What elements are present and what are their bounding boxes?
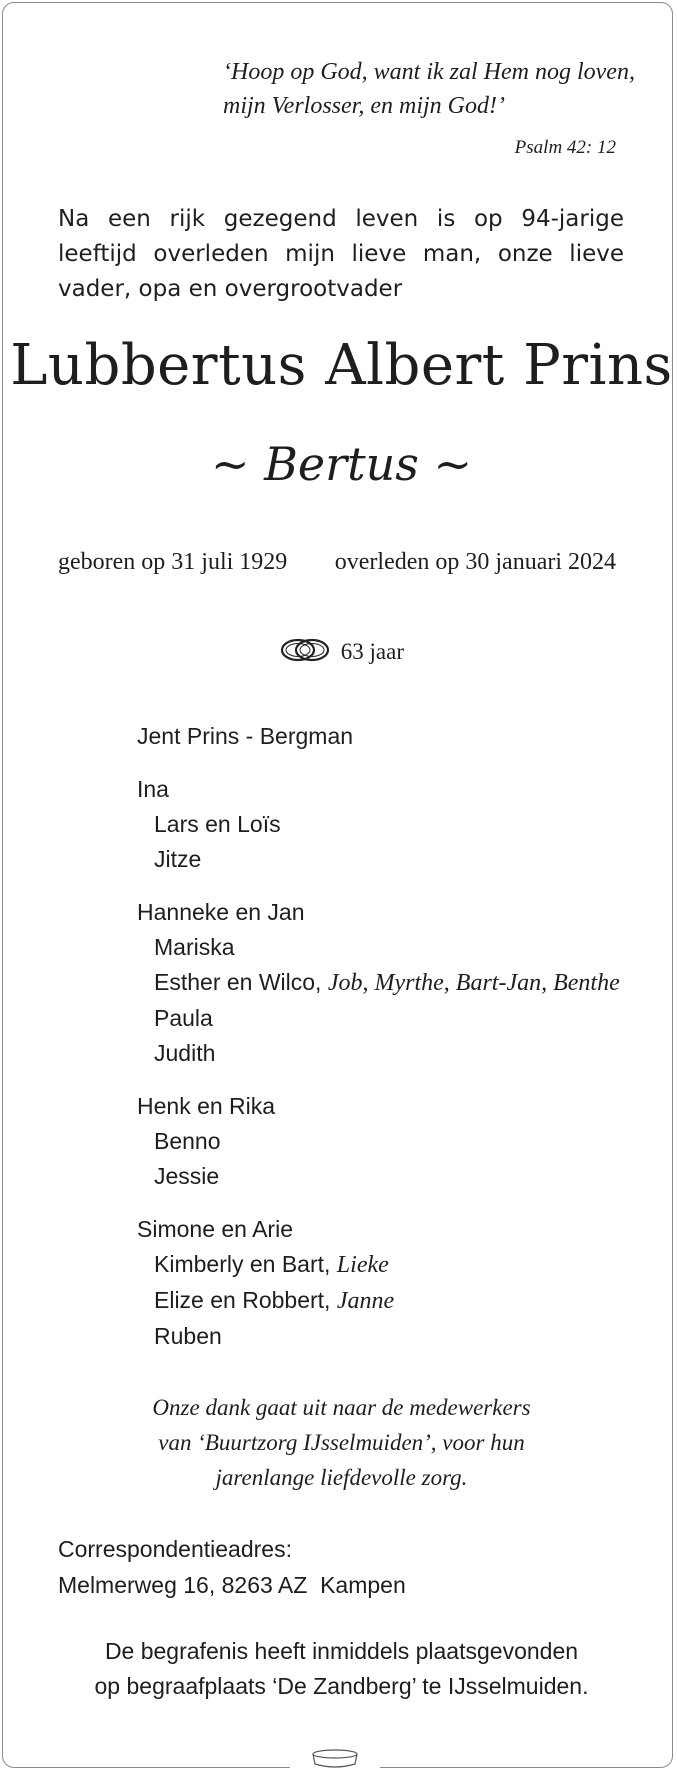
grandchild: Lars en Loïs (154, 811, 281, 837)
funeral-notice (3, 1634, 677, 1704)
grandchild: Elize en Robbert, Janne (154, 1287, 395, 1314)
family-group (137, 1212, 620, 1354)
address-value: Melmerweg 16, 8263 AZ Kampen (58, 1572, 406, 1598)
group-head: Hanneke en Jan (137, 899, 305, 925)
grandchild: Ruben (154, 1323, 222, 1349)
grandchild: Paula (154, 1005, 213, 1031)
grandchild: Kimberly en Bart, Lieke (154, 1251, 389, 1278)
birth-date: geboren op 31 juli 1929 (58, 549, 288, 575)
family-group (137, 772, 620, 877)
quote-line-1: ‘Hoop op God, want ik zal Hem nog loven, (223, 59, 635, 85)
address-label: Correspondentieadres: (58, 1536, 292, 1562)
wedding-rings-icon (279, 639, 341, 664)
quote-line-2: mijn Verlosser, en mijn God!’ (223, 93, 505, 119)
grandchild: Jitze (154, 846, 202, 872)
funeral-line-2: op begraafplaats ‘De Zandberg’ te IJsselmuiden. (94, 1673, 589, 1699)
family-group (137, 1089, 620, 1194)
hat-icon (290, 1748, 380, 1775)
group-head: Henk en Rika (137, 1093, 276, 1119)
grandchild: Jessie (154, 1163, 220, 1189)
deceased-nickname: ~ Bertus ~ (210, 437, 473, 491)
family-list (137, 719, 620, 1372)
great-grandchildren: Lieke (336, 1252, 389, 1278)
quote-reference: Psalm 42: 12 (514, 137, 616, 158)
correspondence-address (58, 1531, 406, 1603)
thanks-text (3, 1390, 677, 1495)
thanks-line-2: van ‘Buurtzorg IJsselmuiden’, voor hun (158, 1430, 525, 1455)
great-grandchildren: Job, Myrthe, Bart-Jan, Benthe (327, 970, 620, 996)
thanks-line-1: Onze dank gaat uit naar de medewerkers (152, 1395, 531, 1420)
funeral-line-1: De begrafenis heeft inmiddels plaatsgevonden (104, 1638, 579, 1664)
marriage-duration (3, 635, 677, 665)
intro-text: Na een rijk gezegend leven is op 94-jarige leeftijd overleden mijn lieve man, onze lieve vader, opa en overgrootvader (58, 206, 624, 302)
death-date: overleden op 30 januari 2024 (334, 549, 616, 575)
deceased-name: Lubbertus Albert Prins (10, 333, 673, 398)
obituary-card (2, 2, 673, 1768)
bible-quote (223, 55, 635, 123)
marriage-years: 63 jaar (340, 639, 404, 664)
great-grandchildren: Janne (336, 1288, 395, 1314)
family-group (137, 895, 620, 1071)
grandchild: Judith (154, 1040, 216, 1066)
grandchild: Mariska (154, 934, 235, 960)
spouse-name: Jent Prins - Bergman (137, 723, 354, 749)
thanks-line-3: jarenlange liefdevolle zorg. (215, 1465, 468, 1490)
spouse-group (137, 719, 620, 754)
group-head: Ina (137, 776, 169, 802)
grandchild: Esther en Wilco, Job, Myrthe, Bart-Jan, Benthe (154, 969, 620, 996)
group-head: Simone en Arie (137, 1216, 293, 1242)
grandchild: Benno (154, 1128, 221, 1154)
